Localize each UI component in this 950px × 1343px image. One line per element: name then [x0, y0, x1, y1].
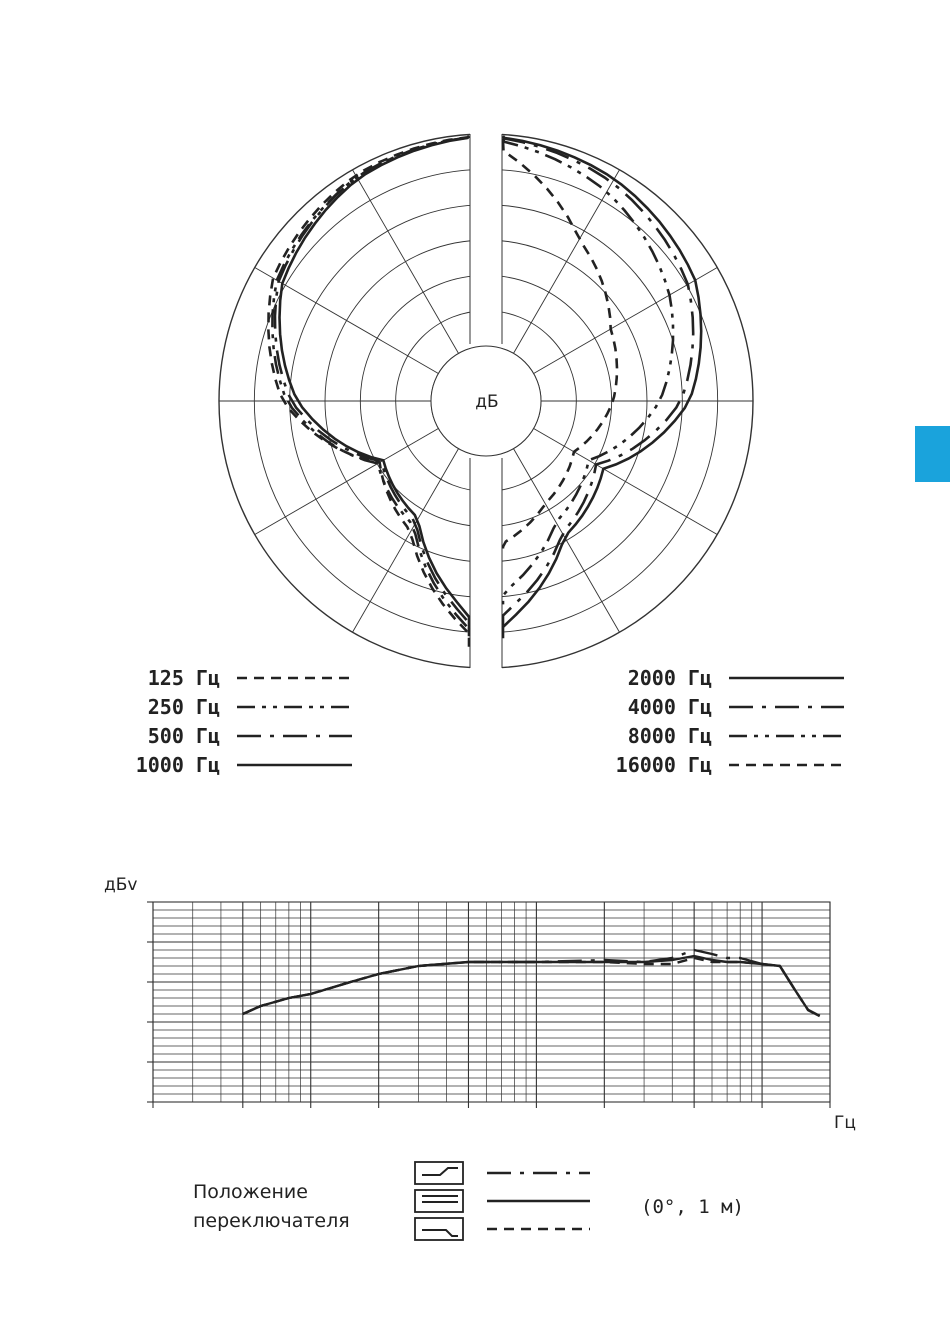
fr-curve-position-3 [243, 958, 820, 1016]
legend-label-right: 2000 Гц [627, 666, 712, 690]
legend-label-left: 125 Гц [147, 666, 220, 690]
polar-center-label: дБ [475, 392, 499, 412]
fr-curve-position-2 [243, 956, 820, 1016]
switch-icons [415, 1162, 590, 1240]
polar-spoke [534, 268, 718, 374]
switch-legend [0, 1150, 950, 1260]
legend-label-right: 16000 Гц [615, 753, 712, 777]
polar-spoke [514, 449, 620, 633]
switch-icon-glyph [422, 1230, 458, 1236]
switch-title-line1: Положение [193, 1181, 308, 1203]
fr-frame [153, 902, 830, 1102]
polar-curve-16000-Гц [503, 140, 617, 551]
legend-label-left: 1000 Гц [135, 753, 220, 777]
polar-spoke [353, 170, 459, 354]
switch-icon-1 [415, 1162, 463, 1184]
legend-label-left: 250 Гц [147, 695, 220, 719]
x-axis-label: Гц [834, 1113, 856, 1133]
legend-label-right: 4000 Гц [627, 695, 712, 719]
fr-grid [147, 902, 830, 1108]
polar-legend [136, 666, 844, 777]
polar-spoke [514, 170, 620, 354]
switch-icon-glyph [422, 1168, 458, 1175]
frequency-response-chart [0, 860, 950, 1140]
legend-label-right: 8000 Гц [627, 724, 712, 748]
polar-spoke [255, 429, 439, 535]
y-axis-label: дБv [104, 875, 138, 895]
measurement-condition: (0°, 1 м) [641, 1196, 744, 1218]
switch-icon-glyph [422, 1196, 458, 1202]
legend-label-left: 500 Гц [147, 724, 220, 748]
switch-title-line2: переключателя [193, 1210, 350, 1232]
